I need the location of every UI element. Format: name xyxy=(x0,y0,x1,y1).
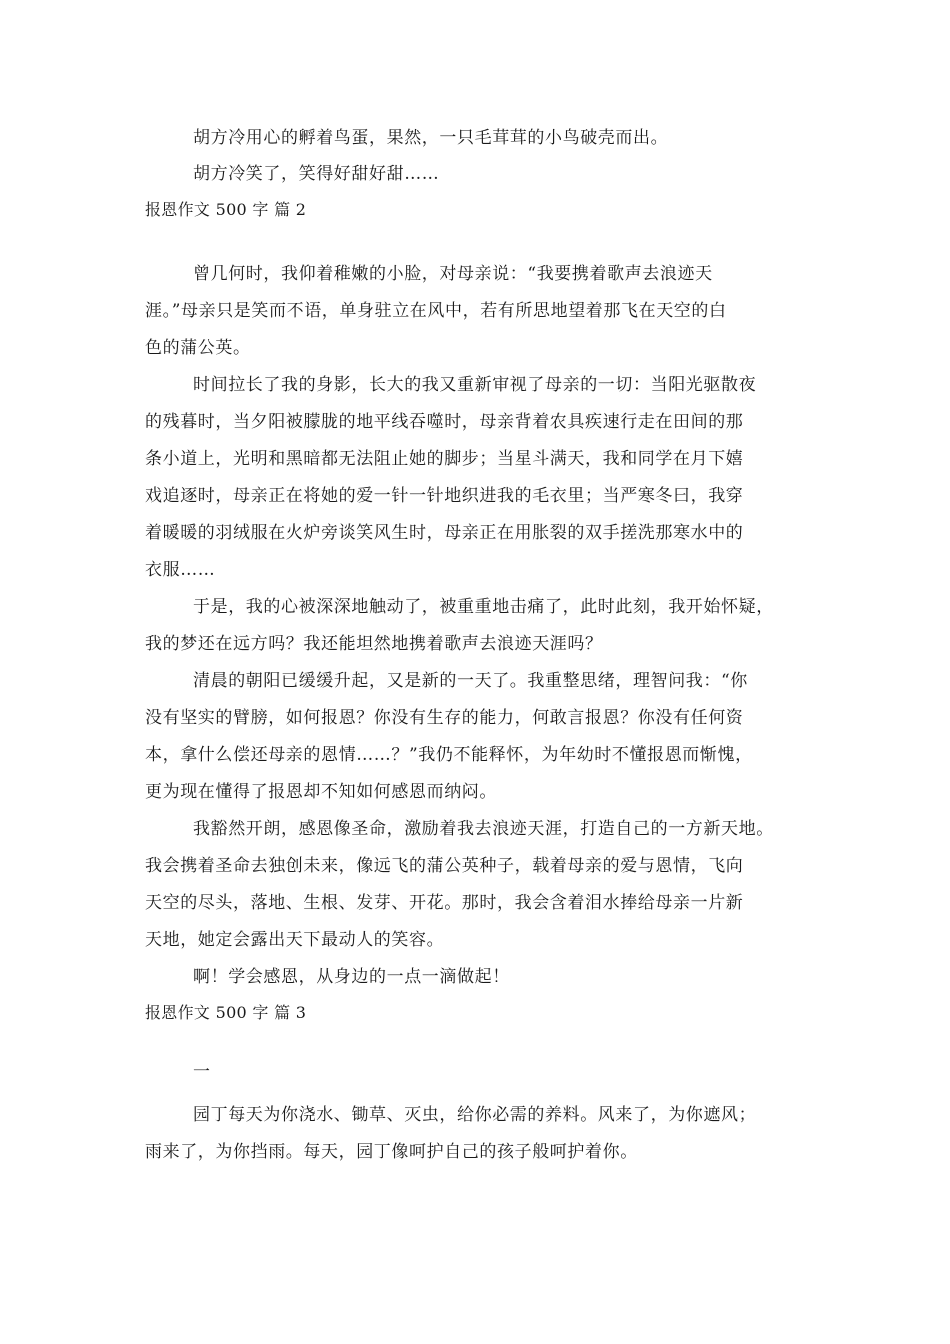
paragraph-line: 色的蒲公英。 xyxy=(145,338,251,358)
section-heading: 报恩作文 500 字 篇 2 xyxy=(145,200,307,219)
paragraph-line: 衣服…… xyxy=(145,560,216,580)
paragraph-line: 啊！学会感恩，从身边的一点一滴做起！ xyxy=(193,967,510,987)
paragraph-line: 曾几何时，我仰着稚嫩的小脸，对母亲说：“我要携着歌声去浪迹天 xyxy=(193,264,713,284)
paragraph-line: 胡方冷用心的孵着鸟蛋，果然，一只毛茸茸的小鸟破壳而出。 xyxy=(193,128,669,148)
paragraph-line: 涯。”母亲只是笑而不语，单身驻立在风中，若有所思地望着那飞在天空的白 xyxy=(145,301,727,321)
paragraph-line: 清晨的朝阳已缓缓升起，又是新的一天了。我重整思绪，理智问我：“你 xyxy=(193,671,748,691)
paragraph-line: 的残暮时，当夕阳被朦胧的地平线吞噬时，母亲背着农具疾速行走在田间的那 xyxy=(145,412,744,432)
paragraph-line: 我的梦还在远方吗？我还能坦然地携着歌声去浪迹天涯吗？ xyxy=(145,634,603,654)
paragraph-line: 本，拿什么偿还母亲的恩情……？”我仍不能释怀，为年幼时不懂报恩而惭愧， xyxy=(145,745,753,765)
paragraph-line: 时间拉长了我的身影，长大的我又重新审视了母亲的一切：当阳光驱散夜 xyxy=(193,375,757,395)
paragraph-line: 胡方冷笑了，笑得好甜好甜…… xyxy=(193,164,440,184)
paragraph-line: 我豁然开朗，感恩像圣命，激励着我去浪迹天涯，打造自己的一方新天地。 xyxy=(193,819,774,839)
paragraph-line: 着暖暖的羽绒服在火炉旁谈笑风生时，母亲正在用胀裂的双手搓洗那寒水中的 xyxy=(145,523,744,543)
paragraph-line: 于是，我的心被深深地触动了，被重重地击痛了，此时此刻，我开始怀疑， xyxy=(193,597,774,617)
paragraph-line: 我会携着圣命去独创未来，像远飞的蒲公英种子，载着母亲的爱与恩情，飞向 xyxy=(145,856,744,876)
paragraph-line: 园丁每天为你浇水、锄草、灭虫，给你必需的养料。风来了，为你遮风； xyxy=(193,1105,757,1125)
paragraph-line: 更为现在懂得了报恩却不知如何感恩而纳闷。 xyxy=(145,782,497,802)
paragraph-line: 天地，她定会露出天下最动人的笑容。 xyxy=(145,930,445,950)
paragraph-line: 戏追逐时，母亲正在将她的爱一针一针地织进我的毛衣里；当严寒冬曰，我穿 xyxy=(145,486,744,506)
paragraph-line: 雨来了，为你挡雨。每天，园丁像呵护自己的孩子般呵护着你。 xyxy=(145,1142,638,1162)
section-heading: 报恩作文 500 字 篇 3 xyxy=(145,1003,307,1022)
paragraph-line: 没有坚实的臂膀，如何报恩？你没有生存的能力，何敢言报恩？你没有任何资 xyxy=(145,708,744,728)
paragraph-line: 条小道上，光明和黑暗都无法阻止她的脚步；当星斗满天，我和同学在月下嬉 xyxy=(145,449,744,469)
paragraph-line: 天空的尽头，落地、生根、发芽、开花。那时，我会含着泪水捧给母亲一片新 xyxy=(145,893,744,913)
paragraph-line: 一 xyxy=(193,1062,211,1082)
